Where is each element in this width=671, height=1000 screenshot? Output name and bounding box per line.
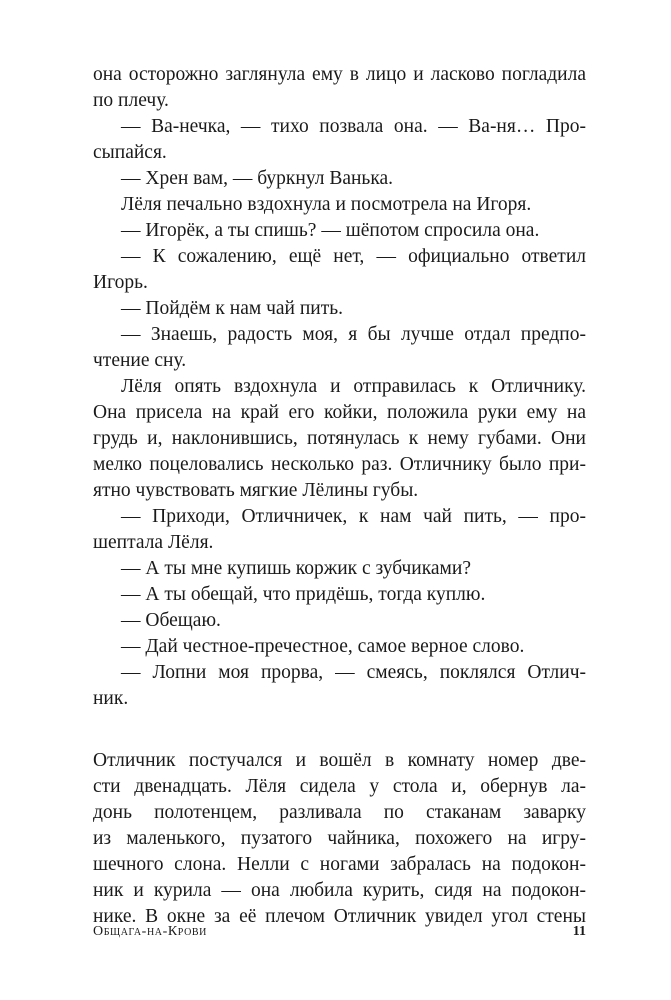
text-line: сыпайся. <box>93 142 167 163</box>
page-body <box>93 62 586 930</box>
text-line: из маленького, пузатого чайника, похожего на игру- <box>93 828 586 849</box>
text-line: — К сожалению, ещё нет, — официально ответил <box>121 246 586 267</box>
text-line: — А ты обещай, что придёшь, тогда куплю. <box>121 584 486 605</box>
text-line: донь полотенцем, разливала по стаканам заварку <box>93 802 586 823</box>
text-line: чтение сну. <box>93 350 187 371</box>
text-line: Лёля печально вздохнула и посмотрела на Игоря. <box>121 194 532 215</box>
text-line: — Знаешь, радость моя, я бы лучше отдал предпо- <box>121 324 586 345</box>
text-line: мелко поцеловались несколько раз. Отличнику было при- <box>93 454 586 475</box>
text-line: Отличник постучался и вошёл в комнату номер две- <box>93 750 586 771</box>
text-line: — Ва-нечка, — тихо позвала она. — Ва-ня… Про- <box>121 116 586 137</box>
running-title: Общага-на-Крови <box>93 924 207 939</box>
text-line: — Дай честное-пречестное, самое верное слово. <box>121 636 525 657</box>
text-line: — Лопни моя прорва, — смеясь, поклялся Отлич- <box>121 662 586 683</box>
text-line: сти двенадцать. Лёля сидела у стола и, обернув ла- <box>93 776 586 797</box>
text-line: — Хрен вам, — буркнул Ванька. <box>121 168 394 189</box>
section-break <box>93 712 586 748</box>
text-line: ник. <box>93 688 129 709</box>
page-footer <box>93 921 586 943</box>
text-line: ник и курила — она любила курить, сидя на подокон- <box>93 880 586 901</box>
text-line: она осторожно заглянула ему в лицо и ласково погладила <box>93 64 586 85</box>
text-line: — Игорёк, а ты спишь? — шёпотом спросила она. <box>121 220 540 241</box>
text-line: шептала Лёля. <box>93 532 214 553</box>
text-line: нике. В окне за её плечом Отличник увидел угол стены <box>93 906 586 927</box>
text-line: шечного слона. Нелли с ногами забралась на подокон- <box>93 854 586 875</box>
page-number: 11 <box>572 924 586 939</box>
text-line: Игорь. <box>93 272 148 293</box>
text-line: грудь и, наклонившись, потянулась к нему губами. Они <box>93 428 586 449</box>
text-line: — Обещаю. <box>121 610 221 631</box>
text-line: Она присела на край его койки, положила руки ему на <box>93 402 586 423</box>
text-line: — А ты мне купишь коржик с зубчиками? <box>121 558 471 579</box>
text-line: ятно чувствовать мягкие Лёлины губы. <box>93 480 419 501</box>
text-line: Лёля опять вздохнула и отправилась к Отличнику. <box>121 376 586 397</box>
text-line: по плечу. <box>93 90 169 111</box>
text-line: — Пойдём к нам чай пить. <box>121 298 344 319</box>
text-line: — Приходи, Отличничек, к нам чай пить, — про- <box>121 506 586 527</box>
